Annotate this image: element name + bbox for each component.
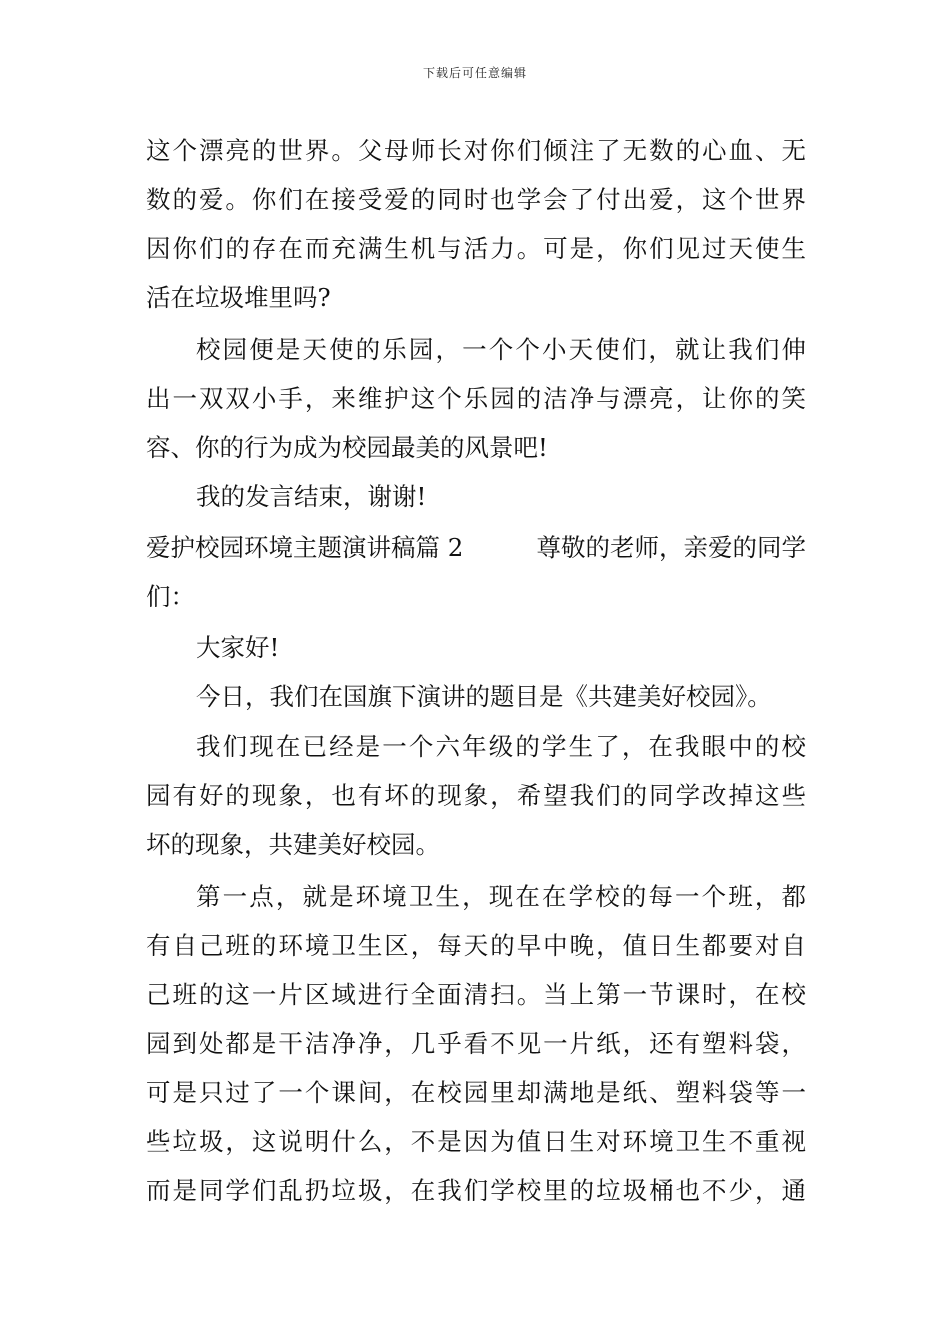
body-line: 己班的这一片区域进行全面清扫。当上第一节课时，在校 xyxy=(146,980,806,1009)
body-line: 容、你的行为成为校园最美的风景吧! xyxy=(146,433,548,462)
body-line: 我们现在已经是一个六年级的学生了，在我眼中的校 xyxy=(196,732,806,761)
page-header: 下载后可任意编辑 xyxy=(422,66,527,80)
body-line: 第一点，就是环境卫生，现在在学校的每一个班，都 xyxy=(196,882,806,911)
body-line: 们： xyxy=(146,582,195,611)
greeting-text: 尊敬的老师，亲爱的同学 xyxy=(536,533,806,562)
body-line: 因你们的存在而充满生机与活力。可是，你们见过天使生 xyxy=(146,234,806,263)
body-line: 大家好! xyxy=(196,633,280,662)
body-line: 有自己班的环境卫生区，每天的早中晚，值日生都要对自 xyxy=(146,931,806,960)
body-line: 今日，我们在国旗下演讲的题目是《共建美好校园》。 xyxy=(196,682,772,711)
body-line: 校园便是天使的乐园，一个个小天使们，就让我们伸 xyxy=(196,335,806,364)
body-line: 我的发言结束，谢谢! xyxy=(196,482,427,511)
body-line: 可是只过了一个课间，在校园里却满地是纸、塑料袋等一 xyxy=(146,1078,806,1107)
body-line: 数的爱。你们在接受爱的同时也学会了付出爱，这个世界 xyxy=(146,185,806,214)
section-heading-row xyxy=(146,528,806,568)
body-line: 些垃圾，这说明什么，不是因为值日生对环境卫生不重视 xyxy=(146,1127,806,1156)
body-line: 而是同学们乱扔垃圾，在我们学校里的垃圾桶也不少，通 xyxy=(146,1176,806,1205)
section-title: 爱护校园环境主题演讲稿篇 2 xyxy=(146,533,464,562)
body-line: 这个漂亮的世界。父母师长对你们倾注了无数的心血、无 xyxy=(146,136,806,165)
body-line: 园到处都是干洁净净，几乎看不见一片纸，还有塑料袋， xyxy=(146,1029,806,1058)
body-line: 活在垃圾堆里吗? xyxy=(146,283,331,312)
body-line: 出一双双小手，来维护这个乐园的洁净与漂亮，让你的笑 xyxy=(146,384,806,413)
body-line: 坏的现象，共建美好校园。 xyxy=(146,830,440,859)
body-line: 园有好的现象，也有坏的现象，希望我们的同学改掉这些 xyxy=(146,781,806,810)
